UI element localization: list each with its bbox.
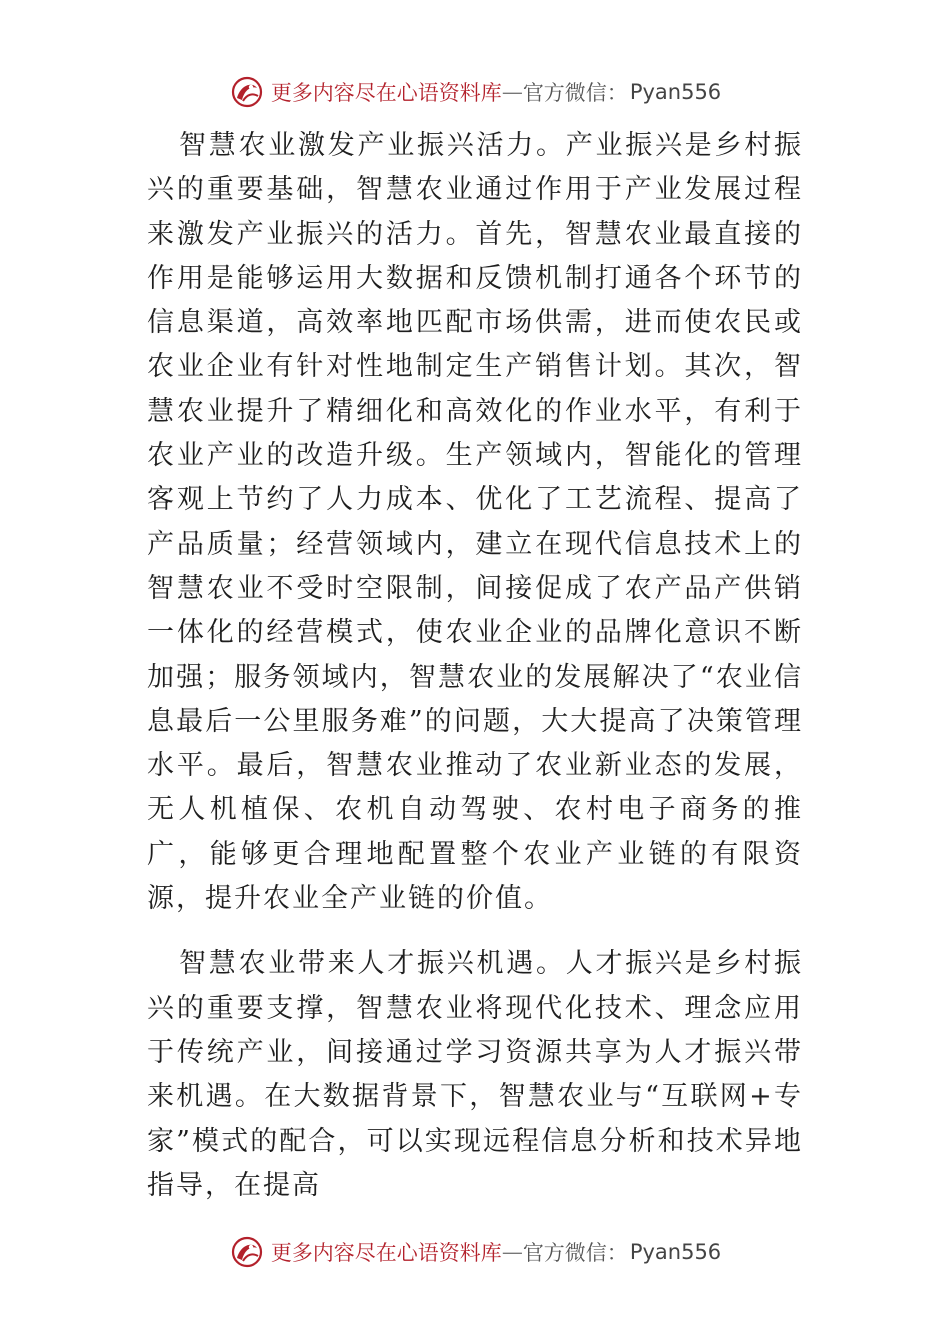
swirl-logo-icon <box>229 1234 265 1270</box>
header-banner <box>0 70 950 114</box>
header-wechat-id: Pyan556 <box>629 80 722 104</box>
footer-wechat-label: 官方微信： <box>522 1241 628 1265</box>
footer-wechat-id: Pyan556 <box>629 1240 722 1264</box>
swirl-logo-icon <box>229 74 265 110</box>
paragraph-talent: 智慧农业带来人才振兴机遇。人才振兴是乡村振兴的重要支撑，智慧农业将现代化技术、理念应用于传统产业，间接通过学习资源共享为人才振兴带来机遇。在大数据背景下，智慧农业与“互联网+专家”模式的配合，可以实现远程信息分析和技术异地指导，在提高 <box>147 948 803 1201</box>
footer-brand-text: 更多内容尽在心语资料库 <box>270 1241 502 1265</box>
header-separator: — <box>501 80 523 104</box>
footer-separator: — <box>501 1240 523 1264</box>
header-wechat-label: 官方微信： <box>522 81 628 105</box>
footer-banner <box>0 1230 950 1274</box>
paragraph-industry: 智慧农业激发产业振兴活力。产业振兴是乡村振兴的重要基础，智慧农业通过作用于产业发展过程来激发产业振兴的活力。首先，智慧农业最直接的作用是能够运用大数据和反馈机制打通各个环节的信息渠道，高效率地匹配市场供需，进而使农民或农业企业有针对性地制定生产销售计划。其次，智慧农业提升了精细化和高效化的作业水平，有利于农业产业的改造升级。生产领域内，智能化的管理客观上节约了人力成本、优化了工艺流程、提高了产品质量；经营领域内，建立在现代信息技术上的智慧农业不受时空限制，间接促成了农产品产供销一体化的经营模式，使农业企业的品牌化意识不断加强；服务领域内，智慧农业的发展解决了“农业信息最后一公里服务难”的问题，大大提高了决策管理水平。最后，智慧农业推动了农业新业态的发展，无人机植保、农机自动驾驶、农村电子商务的推广，能够更合理地配置整个农业产业链的有限资源，提升农业全产业链的价值。 <box>147 130 803 915</box>
header-brand-text: 更多内容尽在心语资料库 <box>270 81 502 105</box>
document-body <box>147 124 803 1208</box>
